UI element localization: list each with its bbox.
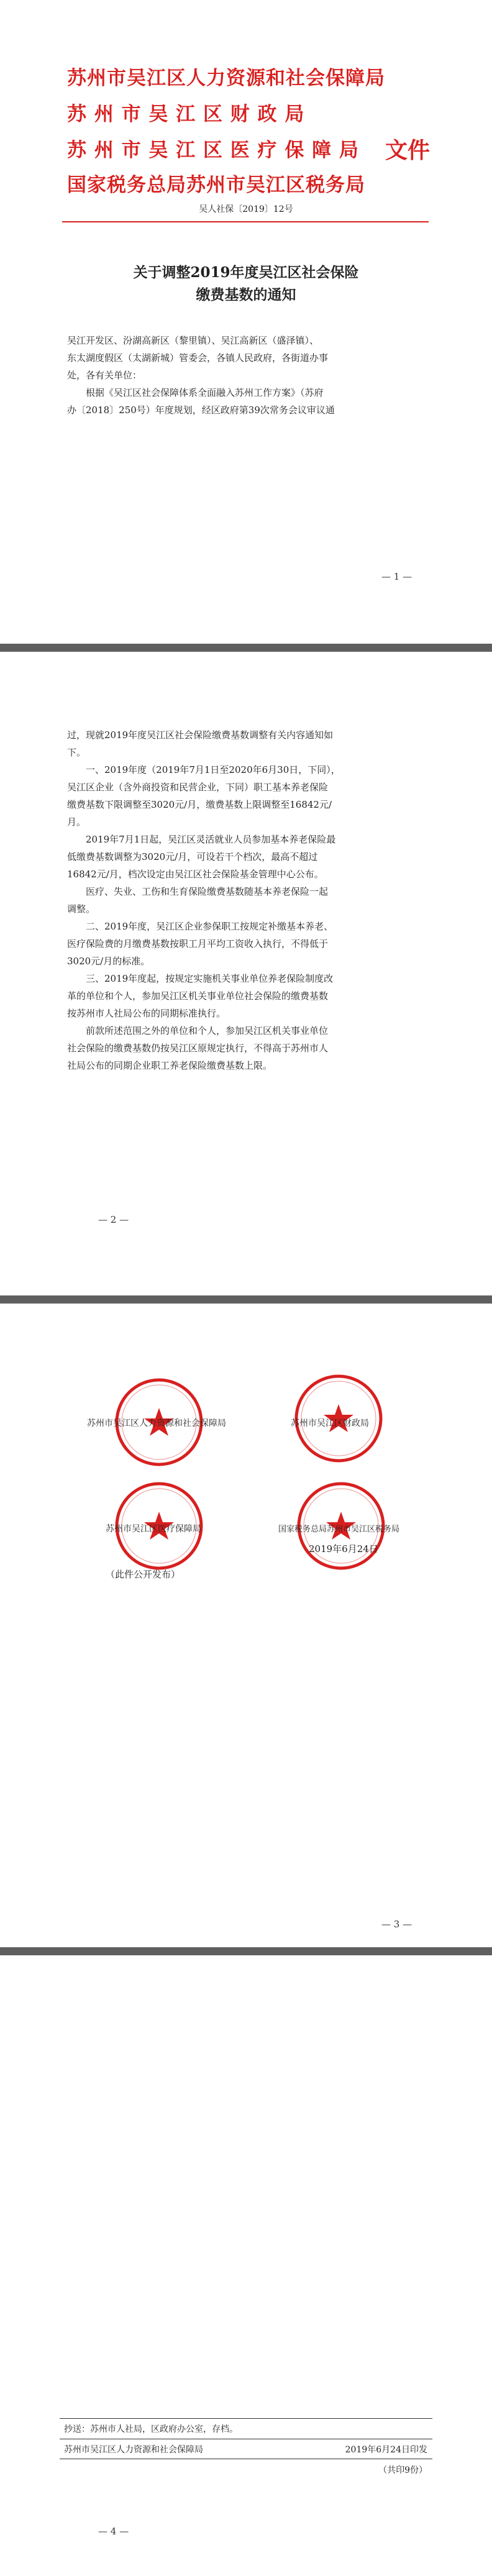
para-line: 二、2019年度，吴江区企业参保职工按规定补缴基本养老、	[86, 921, 334, 932]
title-line-2: 缴费基数的通知	[196, 286, 296, 303]
cc-line: 抄送：苏州市人社局，区政府办公室，存档。	[64, 2424, 238, 2434]
para-line: 吴江区企业（含外商投资和民营企业，下同）职工基本养老保险	[67, 782, 329, 793]
para-line: 2019年7月1日起，吴江区灵活就业人员参加基本养老保险最	[86, 834, 336, 845]
copies: （共印9份）	[378, 2465, 427, 2475]
page-1	[0, 0, 492, 644]
page-number: — 2 —	[98, 1214, 129, 1225]
para-line: 过，现就2019年度吴江区社会保险缴费基数调整有关内容通知如	[67, 729, 334, 741]
page-2-body	[67, 726, 427, 1074]
para-line: 缴费基数下限调整至3020元/月，缴费基数上限调整至16842元/	[67, 799, 332, 810]
para-line: 医疗、失业、工伤和生育保险缴费基数随基本养老保险一起	[86, 886, 329, 897]
issue-date: 2019年6月24日印发	[345, 2445, 427, 2455]
signer-1: 苏州市吴江区人力资源和社会保障局	[87, 1418, 226, 1428]
doc-number: 吴人社保〔2019〕12号	[199, 204, 293, 214]
page-number: — 1 —	[381, 571, 412, 582]
para-line: 3020元/月的标准。	[67, 956, 150, 967]
para-line: 月。	[67, 816, 86, 828]
signer-4: 国家税务总局苏州市吴江区税务局	[278, 1525, 400, 1534]
header-wenjian: 文件	[385, 137, 430, 163]
para-line: 前款所述范围之外的单位和个人，参加吴江区机关事业单位	[86, 1025, 329, 1036]
addressee-line-2: 东太湖度假区（太湖新城）管委会，各镇人民政府，各街道办事	[67, 352, 329, 363]
para-line: 社会保险的缴费基数仍按吴江区原规定执行，不得高于苏州市人	[67, 1043, 329, 1054]
para-line: 按苏州市人社局公布的同期标准执行。	[67, 1008, 226, 1019]
body-line-2: 办〔2018〕250号）年度规划，经区政府第39次常务会议审议通	[67, 404, 335, 416]
title-line-1: 关于调整2019年度吴江区社会保险	[133, 264, 359, 281]
signer-3: 苏州市吴江区医疗保障局	[106, 1524, 201, 1534]
para-line: 调整。	[67, 903, 96, 915]
page-3	[0, 1304, 492, 1947]
para-line: 低缴费基数调整为3020元/月，可设若干个档次，最高不超过	[67, 851, 318, 862]
header-line-4: 国家税务总局苏州市吴江区税务局	[67, 174, 365, 196]
header-line-3: 苏 州 市 吴 江 区 医 疗 保 障 局	[67, 139, 359, 162]
para-line: 社局公布的同期企业职工养老保险缴费基数上限。	[67, 1060, 273, 1071]
para-line: 三、2019年度起，按规定实施机关事业单位养老保险制度改	[86, 973, 334, 984]
para-line: 16842元/月，档次设定由吴江区社会保险基金管理中心公布。	[67, 869, 324, 880]
para-line: 革的单位和个人，参加吴江区机关事业单位社会保险的缴费基数	[67, 990, 329, 1002]
page-number: — 4 —	[98, 2526, 129, 2537]
page-2	[0, 652, 492, 1295]
issuer-line	[60, 2443, 432, 2455]
addressee-line-1: 吴江开发区、汾湖高新区（黎里镇）、吴江高新区（盛泽镇）、	[67, 335, 319, 346]
issuer: 苏州市吴江区人力资源和社会保障局	[64, 2445, 203, 2455]
addressee-line-3: 处，各有关单位：	[67, 370, 142, 381]
sign-date: 2019年6月24日	[309, 1543, 378, 1555]
para-line: 一、2019年度（2019年7月1日至2020年6月30日，下同），	[86, 764, 340, 775]
public-note: （此件公开发布）	[106, 1569, 181, 1580]
page-number: — 3 —	[381, 1919, 412, 1930]
page-4	[0, 1955, 492, 2576]
para-line: 下。	[67, 747, 86, 758]
header-line-2: 苏 州 市 吴 江 区 财 政 局	[67, 103, 305, 126]
red-rule	[62, 221, 429, 222]
header-line-1: 苏州市吴江区人力资源和社会保障局	[67, 67, 385, 89]
footer-rule-top	[60, 2418, 432, 2419]
signer-2: 苏州市吴江区财政局	[291, 1418, 369, 1428]
para-line: 医疗保险费的月缴费基数按职工月平均工资收入执行，不得低于	[67, 938, 329, 949]
body-line-1: 根据《吴江区社会保障体系全面融入苏州工作方案》（苏府	[86, 387, 324, 398]
